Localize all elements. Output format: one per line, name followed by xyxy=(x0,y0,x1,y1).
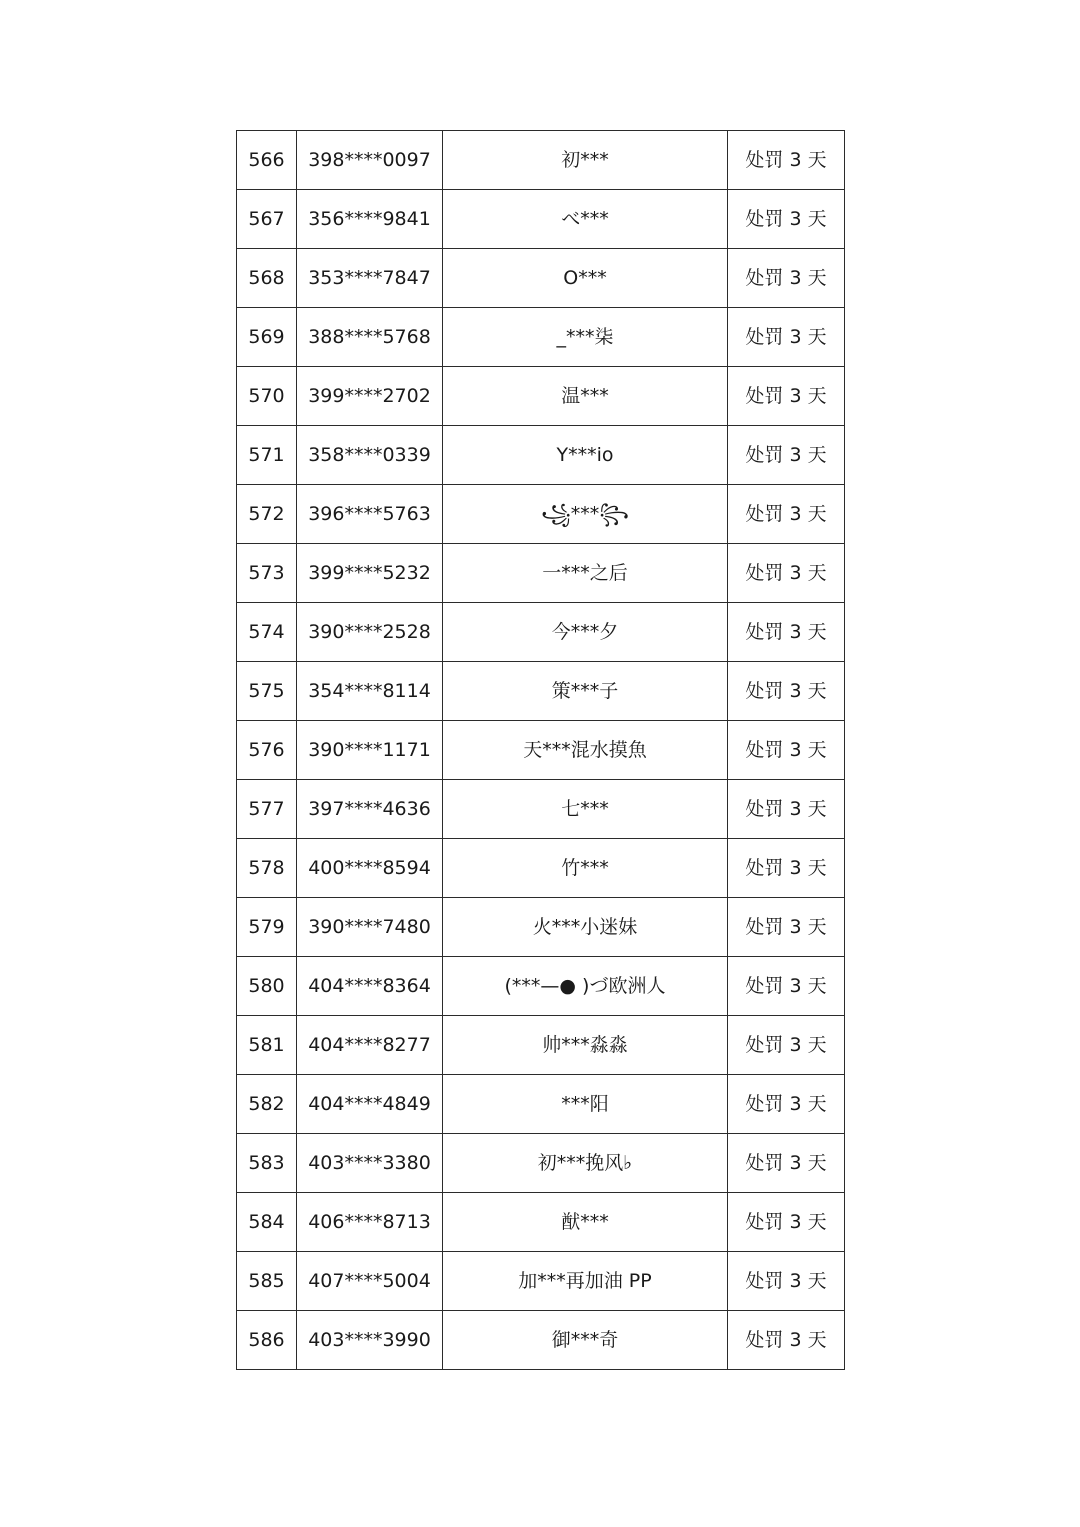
penalty: 处罚 3 天 xyxy=(728,1311,845,1370)
account-id: 358****0339 xyxy=(297,426,443,485)
account-id: 400****8594 xyxy=(297,839,443,898)
player-name: 七*** xyxy=(443,780,728,839)
player-name: 猷*** xyxy=(443,1193,728,1252)
penalty: 处罚 3 天 xyxy=(728,544,845,603)
penalty: 处罚 3 天 xyxy=(728,426,845,485)
row-number: 586 xyxy=(237,1311,297,1370)
row-number: 568 xyxy=(237,249,297,308)
account-id: 390****1171 xyxy=(297,721,443,780)
table-row xyxy=(237,603,845,662)
account-id: 396****5763 xyxy=(297,485,443,544)
row-number: 584 xyxy=(237,1193,297,1252)
player-name: 加***再加油 PP xyxy=(443,1252,728,1311)
player-name: _***柒 xyxy=(443,308,728,367)
account-id: 399****2702 xyxy=(297,367,443,426)
player-name: (***—● )づ欧洲人 xyxy=(443,957,728,1016)
row-number: 566 xyxy=(237,131,297,190)
row-number: 578 xyxy=(237,839,297,898)
player-name: 御***奇 xyxy=(443,1311,728,1370)
account-id: 406****8713 xyxy=(297,1193,443,1252)
table-row xyxy=(237,957,845,1016)
penalty: 处罚 3 天 xyxy=(728,485,845,544)
account-id: 353****7847 xyxy=(297,249,443,308)
player-name: 天***混水摸魚 xyxy=(443,721,728,780)
penalty: 处罚 3 天 xyxy=(728,249,845,308)
table-row xyxy=(237,898,845,957)
penalty: 处罚 3 天 xyxy=(728,603,845,662)
penalty: 处罚 3 天 xyxy=(728,957,845,1016)
penalty: 处罚 3 天 xyxy=(728,131,845,190)
penalty: 处罚 3 天 xyxy=(728,780,845,839)
player-name: 帅***淼淼 xyxy=(443,1016,728,1075)
row-number: 580 xyxy=(237,957,297,1016)
player-name: 初***挽风♭ xyxy=(443,1134,728,1193)
account-id: 354****8114 xyxy=(297,662,443,721)
penalty: 处罚 3 天 xyxy=(728,1193,845,1252)
penalty-table xyxy=(236,130,845,1370)
row-number: 585 xyxy=(237,1252,297,1311)
table-row xyxy=(237,1134,845,1193)
player-name: べ*** xyxy=(443,190,728,249)
account-id: 403****3990 xyxy=(297,1311,443,1370)
row-number: 575 xyxy=(237,662,297,721)
table-row xyxy=(237,662,845,721)
row-number: 570 xyxy=(237,367,297,426)
table-row xyxy=(237,1252,845,1311)
penalty: 处罚 3 天 xyxy=(728,1134,845,1193)
player-name: ꧁***꧂ xyxy=(443,485,728,544)
penalty: 处罚 3 天 xyxy=(728,190,845,249)
row-number: 579 xyxy=(237,898,297,957)
row-number: 577 xyxy=(237,780,297,839)
table-row xyxy=(237,308,845,367)
table-row xyxy=(237,1016,845,1075)
row-number: 573 xyxy=(237,544,297,603)
account-id: 407****5004 xyxy=(297,1252,443,1311)
table-row xyxy=(237,1193,845,1252)
account-id: 404****8277 xyxy=(297,1016,443,1075)
account-id: 404****8364 xyxy=(297,957,443,1016)
player-name: 初*** xyxy=(443,131,728,190)
table-row xyxy=(237,485,845,544)
table-row xyxy=(237,131,845,190)
player-name: 竹*** xyxy=(443,839,728,898)
table-row xyxy=(237,1311,845,1370)
player-name: ***阳 xyxy=(443,1075,728,1134)
penalty: 处罚 3 天 xyxy=(728,308,845,367)
row-number: 582 xyxy=(237,1075,297,1134)
penalty: 处罚 3 天 xyxy=(728,1252,845,1311)
account-id: 398****0097 xyxy=(297,131,443,190)
table-row xyxy=(237,1075,845,1134)
player-name: 一***之后 xyxy=(443,544,728,603)
account-id: 403****3380 xyxy=(297,1134,443,1193)
penalty: 处罚 3 天 xyxy=(728,1075,845,1134)
row-number: 572 xyxy=(237,485,297,544)
account-id: 356****9841 xyxy=(297,190,443,249)
player-name: 策***子 xyxy=(443,662,728,721)
table-row xyxy=(237,721,845,780)
player-name: Y***io xyxy=(443,426,728,485)
account-id: 404****4849 xyxy=(297,1075,443,1134)
player-name: 今***夕 xyxy=(443,603,728,662)
table-row xyxy=(237,190,845,249)
account-id: 397****4636 xyxy=(297,780,443,839)
account-id: 388****5768 xyxy=(297,308,443,367)
row-number: 567 xyxy=(237,190,297,249)
player-name: 温*** xyxy=(443,367,728,426)
row-number: 574 xyxy=(237,603,297,662)
penalty: 处罚 3 天 xyxy=(728,662,845,721)
table-row xyxy=(237,544,845,603)
table-row xyxy=(237,839,845,898)
player-name: O*** xyxy=(443,249,728,308)
account-id: 390****2528 xyxy=(297,603,443,662)
row-number: 571 xyxy=(237,426,297,485)
table-row xyxy=(237,367,845,426)
penalty: 处罚 3 天 xyxy=(728,839,845,898)
penalty: 处罚 3 天 xyxy=(728,1016,845,1075)
row-number: 569 xyxy=(237,308,297,367)
table-row xyxy=(237,249,845,308)
row-number: 576 xyxy=(237,721,297,780)
penalty: 处罚 3 天 xyxy=(728,367,845,426)
penalty: 处罚 3 天 xyxy=(728,898,845,957)
penalty-table-body xyxy=(237,131,845,1370)
table-row xyxy=(237,780,845,839)
penalty: 处罚 3 天 xyxy=(728,721,845,780)
player-name: 火***小迷妹 xyxy=(443,898,728,957)
row-number: 583 xyxy=(237,1134,297,1193)
account-id: 390****7480 xyxy=(297,898,443,957)
table-row xyxy=(237,426,845,485)
account-id: 399****5232 xyxy=(297,544,443,603)
row-number: 581 xyxy=(237,1016,297,1075)
